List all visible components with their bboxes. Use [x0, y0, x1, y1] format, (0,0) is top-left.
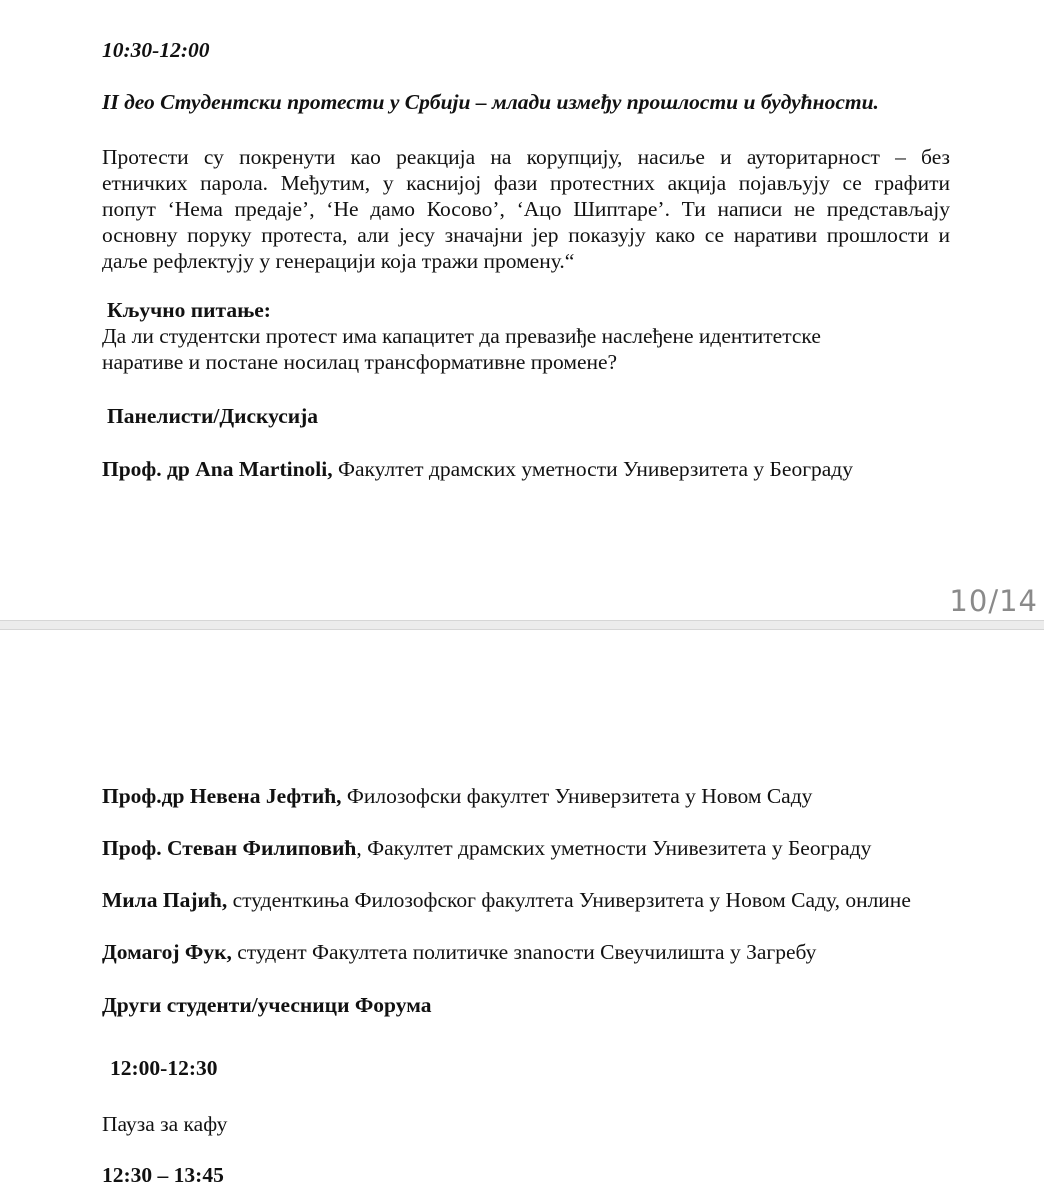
intro-paragraph [102, 144, 950, 274]
key-question-line: Да ли студентски протест има капацитет да превазиђе наслеђене идентитетске [102, 324, 821, 348]
speaker-name: Мила Пајић, [102, 888, 228, 912]
intro-line: даље рефлектују у генерацији која тражи промену.“ [102, 249, 575, 273]
speaker-name: Проф. Стеван Филиповић [102, 836, 357, 860]
intro-line: основну поруку протеста, али јесу значајни јер показују како се наративи прошлости и [102, 223, 950, 247]
break-time: 12:00-12:30 [110, 1056, 218, 1080]
session-title: II део Студентски протести у Србији – млади између прошлости и будућности. [102, 90, 879, 114]
other-participants: Други студенти/учесници Форума [102, 993, 432, 1017]
next-session-time: 12:30 – 13:45 [102, 1163, 224, 1187]
session-time: 10:30-12:00 [102, 38, 210, 62]
key-question-line: наративе и постане носилац трансформативне промене? [102, 350, 618, 374]
speaker-line [102, 457, 853, 482]
speaker-line [102, 784, 812, 809]
speaker-affiliation: , Факултет драмских уметности Унивезитета у Београду [356, 836, 872, 860]
speaker-name: Проф.др Невена Јефтић, [102, 784, 342, 808]
speaker-affiliation: Филозофски факултет Универзитета у Новом Саду [341, 784, 813, 808]
page-indicator: 10/14 [949, 584, 1038, 618]
speaker-affiliation: Факултет драмских уметности Универзитета у Београду [332, 457, 853, 481]
speaker-name: Проф. др Ana Martinoli, [102, 457, 333, 481]
speaker-line [102, 888, 911, 913]
speaker-name: Домагој Фук, [102, 940, 232, 964]
intro-line: Протести су покренути као реакција на корупцију, насиље и ауторитарност – без [102, 145, 950, 169]
key-question-heading: Кључно питање: [107, 298, 271, 322]
speaker-affiliation: студенткиња Филозофског факултета Универзитета у Новом Саду, онлине [227, 888, 911, 912]
speaker-line [102, 940, 816, 965]
break-label: Пауза за кафу [102, 1112, 228, 1136]
speaker-affiliation: студент Факултета политичке зnanости Свеучилишта у Загребу [231, 940, 817, 964]
intro-line: попут ‘Нема предаје’, ‘Не дамо Косово’, ‘Ацо Шиптаре’. Ти написи не представљају [102, 197, 950, 221]
speaker-line [102, 836, 871, 861]
panel-heading: Панелисти/Дискусија [107, 404, 319, 428]
intro-line: етничких парола. Међутим, у каснијој фази протестних акција појављују се графити [102, 171, 950, 195]
page-separator [0, 620, 1044, 630]
document-page-11 [0, 630, 1044, 1200]
